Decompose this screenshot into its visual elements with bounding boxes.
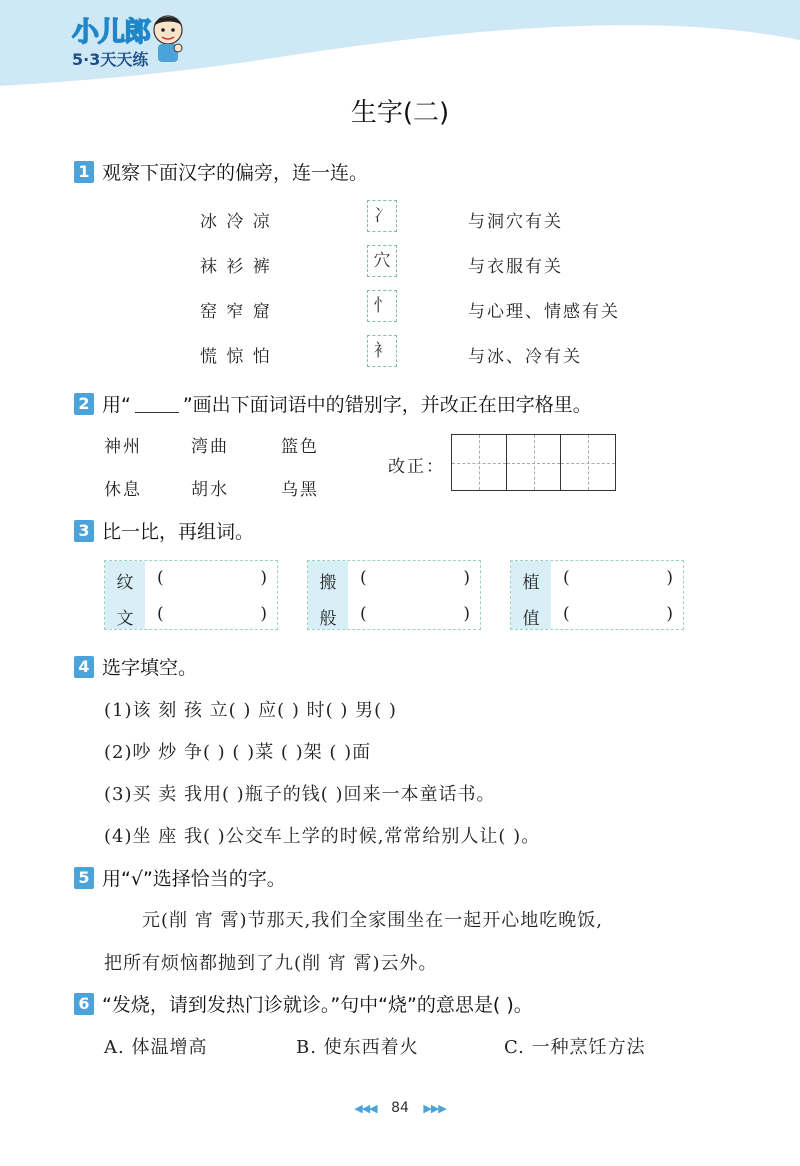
right-arrows-icon: ▶▶▶: [423, 1102, 446, 1115]
question-number: 4: [74, 656, 94, 678]
compare-char-top: 搬: [319, 573, 337, 593]
question-4-heading: [74, 653, 197, 680]
tian-cell[interactable]: [561, 435, 615, 490]
question-number: 3: [74, 520, 94, 542]
q4-line-4: (4)坐 座 我( )公交车上学的时候,常常给别人让( )。: [104, 826, 541, 847]
paren-close: ): [463, 568, 470, 588]
q1-chars-4: 慌 惊 怕: [200, 347, 272, 367]
q2-word-4[interactable]: 休息: [104, 480, 142, 500]
paren-open: (: [157, 604, 164, 624]
compare-char-bottom: 值: [522, 609, 540, 629]
brand-subtitle: 5·3天天练: [72, 50, 149, 69]
compare-box-2: [307, 560, 481, 630]
page-title: 生字(二): [350, 98, 450, 128]
q4-line-2: (2)吵 炒 争( ) ( )菜 ( )架 ( )面: [104, 742, 372, 763]
q1-radical-4: 衤: [367, 335, 397, 367]
page-number: 84: [391, 1100, 409, 1116]
q1-radical-2: 穴: [367, 245, 397, 277]
q2-word-1[interactable]: 神州: [104, 437, 142, 457]
paren-open: (: [360, 568, 367, 588]
mascot-icon: [150, 12, 186, 64]
question-number: 5: [74, 867, 94, 889]
tian-cell[interactable]: [507, 435, 562, 490]
compare-char-bottom: 般: [319, 609, 337, 629]
q2-word-6[interactable]: 乌黑: [281, 480, 319, 500]
q1-radical-3: 忄: [367, 290, 397, 322]
page-footer: [0, 1100, 800, 1116]
brand-logo: [72, 10, 150, 70]
correction-label: 改正：: [388, 457, 445, 477]
question-4-title: 选字填空。: [102, 657, 198, 679]
compare-box-3: [510, 560, 684, 630]
question-2-heading: [74, 390, 592, 417]
question-5-title: 用“√”选择恰当的字。: [102, 868, 286, 890]
question-3-title: 比一比，再组词。: [102, 521, 255, 543]
question-5-heading: [74, 864, 286, 891]
paren-open: (: [360, 604, 367, 624]
tian-grid[interactable]: [451, 434, 616, 491]
paren-close: ): [260, 604, 267, 624]
question-6-heading: [74, 990, 533, 1017]
q2-word-2[interactable]: 湾曲: [191, 437, 229, 457]
q1-chars-3: 窑 窄 窟: [200, 302, 272, 322]
question-1-heading: [74, 158, 368, 185]
q6-option-c[interactable]: C. 一种烹饪方法: [504, 1037, 646, 1058]
compare-char-top: 纹: [116, 573, 134, 593]
paren-close: ): [260, 568, 267, 588]
compare-box-1: [104, 560, 278, 630]
q1-chars-2: 袜 衫 裤: [200, 257, 272, 277]
q1-radical-1: 冫: [367, 200, 397, 232]
question-3-heading: [74, 517, 254, 544]
paren-open: (: [563, 604, 570, 624]
brand-name: 小儿郎: [72, 17, 150, 48]
q5-line-2: 把所有烦恼都抛到了九(削 宵 霄)云外。: [104, 953, 438, 974]
compare-char-top: 植: [522, 573, 540, 593]
question-1-title: 观察下面汉字的偏旁，连一连。: [102, 162, 369, 184]
question-2-title-start: 用“: [102, 394, 131, 416]
q6-option-b[interactable]: B. 使东西着火: [296, 1037, 419, 1058]
question-6-title: “发烧，请到发热门诊就诊。”句中“烧”的意思是( )。: [102, 994, 533, 1016]
paren-open: (: [157, 568, 164, 588]
q1-meaning-1: 与洞穴有关: [468, 212, 563, 232]
q1-meaning-2: 与衣服有关: [468, 257, 563, 277]
compare-char-bottom: 文: [116, 609, 134, 629]
q1-meaning-4: 与冰、冷有关: [468, 347, 582, 367]
question-2-title-end: ”画出下面词语中的错别字，并改正在田字格里。: [182, 394, 592, 416]
question-number: 6: [74, 993, 94, 1015]
question-number: 1: [74, 161, 94, 183]
q6-option-a[interactable]: A. 体温增高: [104, 1037, 208, 1058]
q4-line-3: (3)买 卖 我用( )瓶子的钱( )回来一本童话书。: [104, 784, 496, 805]
q5-line-1: 元(削 宵 霄)节那天,我们全家围坐在一起开心地吃晚饭,: [142, 910, 603, 931]
q2-word-5[interactable]: 胡水: [191, 480, 229, 500]
paren-close: ): [666, 568, 673, 588]
underline-sample: [135, 395, 179, 413]
q1-meaning-3: 与心理、情感有关: [468, 302, 620, 322]
tian-cell[interactable]: [452, 435, 507, 490]
q4-line-1: (1)该 刻 孩 立( ) 应( ) 时( ) 男( ): [104, 700, 397, 721]
question-number: 2: [74, 393, 94, 415]
left-arrows-icon: ◀◀◀: [354, 1102, 377, 1115]
paren-close: ): [463, 604, 470, 624]
paren-close: ): [666, 604, 673, 624]
paren-open: (: [563, 568, 570, 588]
q1-chars-1: 冰 冷 凉: [200, 212, 272, 232]
q2-word-3[interactable]: 篮色: [281, 437, 319, 457]
